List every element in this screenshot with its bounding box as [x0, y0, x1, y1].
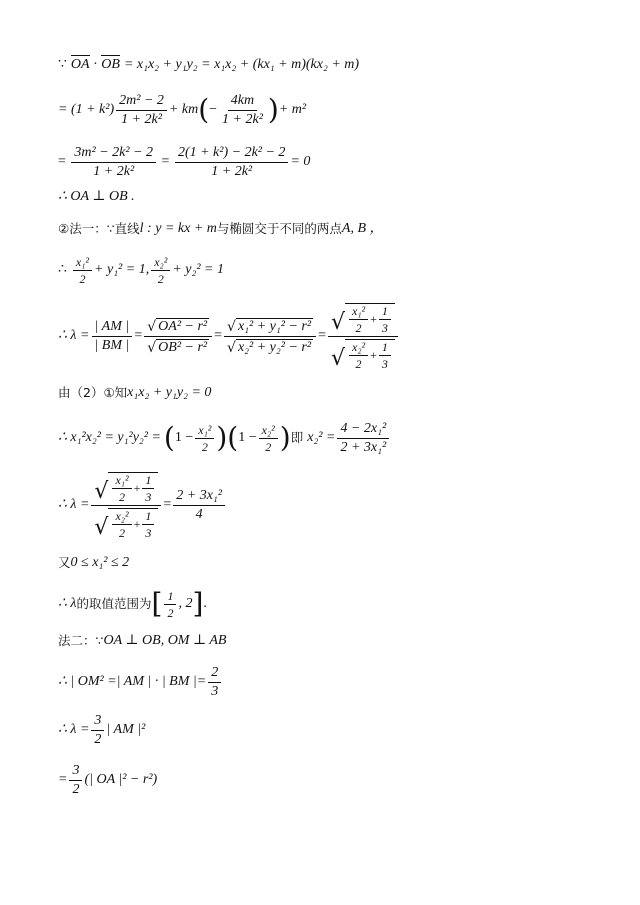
fraction-10-i: 3: [381, 356, 388, 371]
line-8: [58, 386, 620, 400]
line-13-prefix: 法二：∵: [58, 632, 104, 648]
line-4: [58, 190, 620, 204]
fraction-4-den: 1 + 2k²: [211, 163, 253, 179]
fraction-2-num: 4km: [228, 94, 257, 111]
line-11: [58, 556, 620, 570]
line-1: ∵ OA · OB = x₁x₂ + y₁y₂ = x₁x₂ + (kx₁ + m)(kx₂ + m): [58, 57, 360, 72]
line-14-num: 2: [208, 666, 221, 683]
fraction-10: √ $\frac{\text{x₁²}}{2}$ + $\frac{1}{3}$ √ $\frac{\text{x₂²}}{2}$ + $\frac{1}{3}$: [328, 303, 398, 370]
vector-ob: OB: [101, 57, 120, 72]
fraction-10-b: 2: [355, 320, 362, 335]
line-12-prefix: ∴ λ: [58, 596, 77, 611]
fraction-8-den: OB² − r²: [158, 339, 208, 355]
fraction-5: [73, 256, 92, 285]
line-10-e: 3: [145, 489, 152, 504]
line-5-suffix: 与椭圆交于不同的两点: [216, 220, 342, 236]
fraction-1: [116, 94, 167, 127]
fraction-6: [151, 256, 170, 285]
fraction-10-g: 2: [355, 356, 362, 371]
line-10-h: 1: [142, 510, 154, 525]
line-1-rest: = x₁x₂ + y₁y₂ = x₁x₂ + (kx₁ + m)(kx₂ + m): [123, 57, 360, 72]
line-3: = $\frac{\text{3m² − 2k² − 2}}{\text{1 + 2k²}}$ = $\frac{\text{2(1 + k²) − 2k² − 2}}{\text{1 + 2k²}}$ = 0: [58, 144, 311, 179]
line-4-text: ∴ OA ⊥ OB .: [58, 189, 135, 204]
fraction-7-den: | BM |: [94, 337, 130, 353]
line-5-pts: A, B ，: [341, 221, 384, 236]
fraction-1-den: 1 + 2k²: [121, 111, 162, 127]
line-16-tail: (| OA |² − r²): [84, 772, 158, 787]
fraction-4-num: 2(1 + k²) − 2k² − 2: [175, 146, 289, 163]
fraction-3-den: 1 + 2k²: [93, 163, 135, 179]
line-7-lead: ∴ λ =: [58, 328, 90, 343]
line-16-num: 3: [69, 764, 82, 781]
line-11-prefix: 又: [58, 554, 71, 570]
fraction-3: [71, 146, 156, 179]
line-10-c: 1: [142, 474, 154, 489]
fraction-9-num: x₁² + y₁² − r²: [237, 318, 312, 334]
line-14: [58, 662, 620, 702]
line-16: [58, 760, 620, 800]
fraction-5-num: x₁²: [73, 256, 92, 271]
fraction-7: [91, 320, 132, 353]
line-12-num: 1: [164, 590, 176, 605]
line-10-num: 2 + 3x₁²: [173, 489, 225, 506]
line-10-den: 4: [195, 506, 203, 522]
line-15-tail: | AM |²: [106, 722, 146, 737]
line-15-lead: ∴ λ =: [58, 722, 90, 737]
line-6-t1: + y₁² = 1,: [94, 262, 150, 277]
line-3-tail: = 0: [290, 154, 311, 169]
fraction-10-a: x₁²: [349, 305, 368, 320]
fraction-10-c: 1: [379, 305, 391, 320]
line-8-eq: x₁x₂ + y₁y₂ = 0: [127, 385, 212, 400]
line-9-p2d: 2: [265, 439, 272, 454]
line-2-lead: = (1 + k²): [58, 102, 115, 117]
line-7: ∴ λ = $\frac{| AM |}{| BM |}$ = √ OA² − r² √ OB² − r² = √ x₁² + y₁² − r² √ x₂² + y₂² − r² = √ $\frac{\text{x₁²}}{2}$ + $\frac{1}{3}$ √ $\frac{\text{x₂²}}{2}$ + $\frac{1}{3}$: [58, 300, 620, 372]
line-9-lead: ∴ x₁²x₂² = y₁²y₂² =: [58, 430, 161, 445]
line-10-a: x₁²: [112, 474, 131, 489]
line-6-t2: + y₂² = 1: [172, 262, 225, 277]
line-13: [58, 634, 620, 648]
line-15-den: 2: [94, 731, 102, 747]
fraction-9-den: x₂² + y₂² − r²: [237, 339, 312, 355]
fraction-5-den: 2: [79, 271, 86, 286]
line-6: [58, 250, 620, 290]
line-9-p2n: x₂²: [259, 424, 278, 439]
line-13-eq: OA ⊥ OB, OM ⊥ AB: [103, 633, 227, 648]
fraction-2-den: 1 + 2k²: [222, 111, 263, 127]
line-9-den: 2 + 3x₁²: [340, 439, 387, 455]
line-10-g: 2: [119, 525, 125, 540]
line-5: [58, 222, 620, 236]
line-12-end: .: [203, 596, 207, 611]
because-symbol: ∵: [58, 57, 67, 72]
line-9: ∴ x₁²x₂² = y₁²y₂² = ( 1 − $\frac{\text{x₁²}}{2}$ )( 1 − $\frac{\text{x₂²}}{2}$ ) 即 x₂² = $\frac{\text{4 − 2x₁²}}{\text{2 + 3x₁²}}$: [58, 416, 620, 460]
line-16-lead: =: [58, 772, 68, 787]
line-8-prefix: 由（2）①知: [58, 384, 128, 400]
fraction-10-f: x₂²: [349, 341, 368, 356]
fraction-3-num: 3m² − 2k² − 2: [71, 146, 156, 163]
vector-oa: OA: [70, 57, 90, 72]
line-15: [58, 710, 620, 750]
line-10-i: 3: [145, 525, 152, 540]
fraction-9: √ x₁² + y₁² − r² √ x₂² + y₂² − r²: [224, 318, 316, 355]
line-14-lead: ∴ | OM² =| AM | · | BM |=: [58, 674, 207, 689]
fraction-6-num: x₂²: [151, 256, 170, 271]
line-9-p1n: x₁²: [195, 424, 214, 439]
line-15-num: 3: [91, 714, 104, 731]
line-11-eq: 0 ≤ x₁² ≤ 2: [70, 555, 130, 570]
fraction-4: [175, 146, 289, 179]
fraction-6-den: 2: [157, 271, 164, 286]
line-14-den: 3: [211, 683, 219, 699]
line-10-f: x₂²: [112, 510, 131, 525]
line-2-mid: + km: [168, 102, 199, 117]
line-12: ∴ λ 的取值范围为 [ $\frac{1}{2}$ , 2 ] .: [58, 587, 207, 620]
fraction-8: √ OA² − r² √ OB² − r²: [144, 318, 212, 355]
therefore-symbol: ∴: [58, 262, 67, 277]
fraction-2: [219, 94, 266, 127]
line-2-tail: + m²: [278, 102, 307, 117]
line-12-text: 的取值范围为: [76, 595, 152, 611]
line-12-den: 2: [167, 605, 174, 620]
fraction-8-num: OA² − r²: [158, 318, 208, 334]
fraction-1-num: 2m² − 2: [116, 94, 167, 111]
line-9-p1d: 2: [201, 439, 208, 454]
line-10: ∴ λ = √ $\frac{\text{x₁²}}{2}$ + $\frac{1}{3}$ √ $\frac{\text{x₂²}}{2}$ + $\frac{1}{3}$ = $\frac{\text{2 + 3x₁²}}{4}$: [58, 470, 620, 540]
line-9-eq: x₂² =: [307, 430, 336, 445]
line-9-ji: 即: [290, 429, 304, 445]
line-10-b: 2: [119, 489, 125, 504]
fraction-10-h: 1: [379, 341, 391, 356]
line-16-den: 2: [72, 781, 80, 797]
line-9-num: 4 − 2x₁²: [337, 422, 389, 439]
fraction-7-num: | AM |: [92, 320, 133, 337]
line-5-prefix: ②法一：∵直线: [58, 220, 140, 236]
line-12-tail: , 2: [178, 596, 193, 611]
fraction-10-e: 3: [381, 320, 388, 335]
line-2: = (1 + k²) $\frac{\text{2m² − 2}}{\text{1 + 2k²}}$ + km ( − $\frac{4km}{\text{1 + 2k²}}$ ) + m²: [58, 92, 307, 127]
line-5-eq: l : y = kx + m: [139, 221, 217, 236]
line-10-lead: ∴ λ =: [58, 497, 90, 512]
